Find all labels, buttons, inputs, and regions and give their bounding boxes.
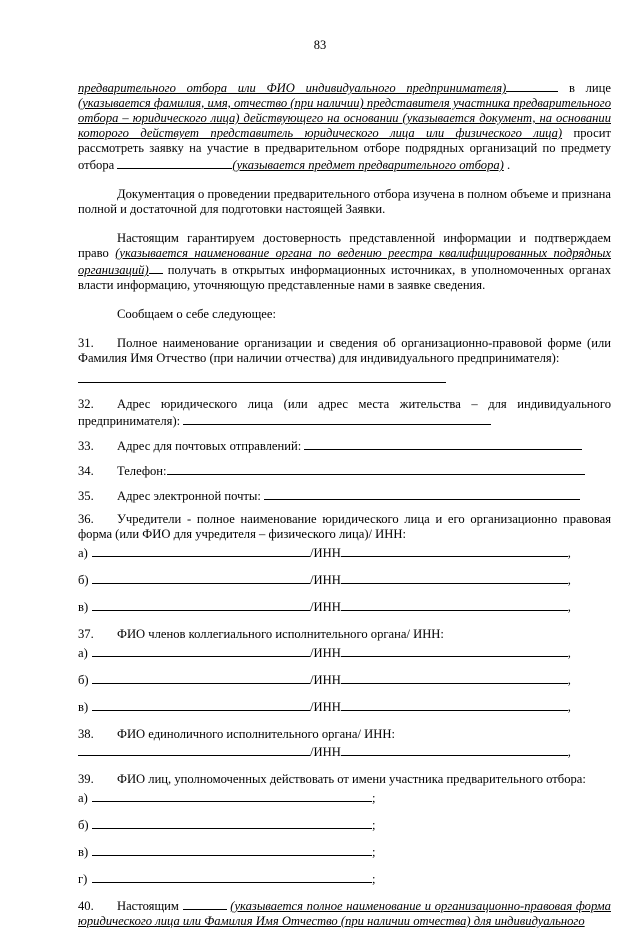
item-number: 31.	[78, 336, 94, 350]
person-field[interactable]	[92, 870, 372, 883]
inn-field[interactable]	[341, 671, 568, 684]
intro-tail: в лице	[558, 81, 611, 95]
person-field[interactable]	[92, 789, 372, 802]
blank-line[interactable]	[506, 79, 558, 92]
item-text: ФИО членов коллегиального исполнительного органа/ ИНН:	[117, 627, 444, 641]
item-text: Полное наименование организации и сведения об организационно-правовой форме (или Фамилия Имя Отчество (при наличии отчества) для индивидуального предпринимателя):	[78, 336, 611, 365]
row-39-b: б) ;	[78, 818, 376, 832]
intro-text-2: просит рассмотреть заявку на участие в предварительном отборе подрядных организаций по предмету отбора	[78, 126, 611, 172]
name-field[interactable]	[92, 571, 310, 584]
person-field[interactable]	[92, 843, 372, 856]
item-text: Телефон:	[117, 464, 167, 478]
guarantee-italic: (указывается наименование органа по ведению реестра квалифицированных подрядных организаций)	[78, 246, 612, 277]
blank-line[interactable]	[183, 897, 227, 910]
inn-field[interactable]	[341, 598, 568, 611]
item-text: Адрес для почтовых отправлений:	[117, 439, 302, 453]
item-36	[78, 512, 611, 542]
intro-end: .	[503, 158, 511, 172]
row-39-v: в) ;	[78, 845, 376, 859]
row-36-a: а) /ИНН ,	[78, 546, 571, 560]
intro-italic-2: (указывается фамилия, имя, отчество (при наличии) представителя участника предварительного отбора – юридического лица) действующего на основании (указывается документ, на основании которого действует представитель юридического лица или физического лица)	[78, 96, 611, 140]
item-number: 34.	[78, 464, 94, 478]
row-37-a: а) /ИНН ,	[78, 646, 571, 660]
inn-field[interactable]	[341, 571, 568, 584]
item-text: Учредители - полное наименование юридического лица и его организационно правовая форма (или ФИО для учредителя – физического лица)/ ИНН:	[78, 512, 611, 541]
intro-italic-1: предварительного отбора или ФИО индивидуального предпринимателя)	[78, 81, 507, 95]
name-field[interactable]	[78, 743, 310, 756]
item-text: Адрес электронной почты:	[117, 489, 261, 503]
item-number: 40.	[78, 899, 94, 913]
item-number: 36.	[78, 512, 94, 526]
name-field[interactable]	[92, 671, 310, 684]
name-field[interactable]	[92, 644, 310, 657]
item-number: 39.	[78, 772, 94, 786]
item-number: 37.	[78, 627, 94, 641]
item-text: Настоящим	[117, 899, 179, 913]
intro-italic-3: (указывается предмет предварительного отбора)	[232, 158, 504, 172]
guarantee-end: получать в открытых информационных источниках, в уполномоченных органах власти информацию, уточняющую представленные нами в заявке сведения.	[78, 263, 611, 292]
item-31	[78, 336, 611, 366]
intro-paragraph	[78, 79, 611, 173]
inn-field[interactable]	[341, 743, 568, 756]
blank-line[interactable]	[149, 261, 163, 274]
person-field[interactable]	[92, 816, 372, 829]
item-34	[78, 462, 611, 479]
item-33	[78, 437, 611, 454]
item-39	[78, 772, 611, 787]
row-38: /ИНН ,	[78, 743, 611, 760]
name-field[interactable]	[92, 544, 310, 557]
item-32	[78, 397, 611, 429]
item-38	[78, 727, 611, 742]
blank-line[interactable]	[117, 156, 232, 169]
item-text: ФИО лиц, уполномоченных действовать от имени участника предварительного отбора:	[117, 772, 586, 786]
field-33[interactable]	[304, 437, 582, 450]
row-37-b: б) /ИНН ,	[78, 673, 571, 687]
field-32[interactable]	[183, 412, 491, 425]
para-documentation: Документация о проведении предварительного отбора изучена в полном объеме и признана полной и достаточной для подготовки настоящей Заявки.	[78, 187, 611, 216]
inn-field[interactable]	[341, 698, 568, 711]
item-number: 38.	[78, 727, 94, 741]
item-number: 35.	[78, 489, 94, 503]
row-39-g: г) ;	[78, 872, 376, 886]
row-39-a: а) ;	[78, 791, 376, 805]
field-35[interactable]	[264, 487, 580, 500]
item-text: Адрес юридического лица (или адрес места жительства – для индивидуального предпринимателя):	[78, 397, 611, 428]
item-35	[78, 487, 611, 504]
name-field[interactable]	[92, 698, 310, 711]
row-36-v: в) /ИНН ,	[78, 600, 571, 614]
item-37	[78, 627, 611, 642]
field-31[interactable]	[78, 370, 446, 383]
name-field[interactable]	[92, 598, 310, 611]
para-inform: Сообщаем о себе следующее:	[117, 307, 276, 321]
item-text: ФИО единоличного исполнительного органа/ ИНН:	[117, 727, 395, 741]
item-number: 32.	[78, 397, 94, 411]
item-number: 33.	[78, 439, 94, 453]
guarantee-start: Настоящим гарантируем достоверность представленной информации и подтверждаем право	[78, 231, 611, 260]
item-40-italic: (указывается полное наименование и организационно-правовая форма юридического лица или Фамилия Имя Отчество (при наличии отчества) для индивидуального	[78, 899, 611, 928]
row-36-b: б) /ИНН ,	[78, 573, 571, 587]
inn-field[interactable]	[341, 644, 568, 657]
form-content	[78, 79, 611, 929]
inn-field[interactable]	[341, 544, 568, 557]
field-34[interactable]	[167, 462, 585, 475]
item-40	[78, 897, 611, 929]
page-number: 83	[313, 38, 327, 52]
para-guarantee	[78, 231, 611, 293]
row-37-v: в) /ИНН ,	[78, 700, 571, 714]
